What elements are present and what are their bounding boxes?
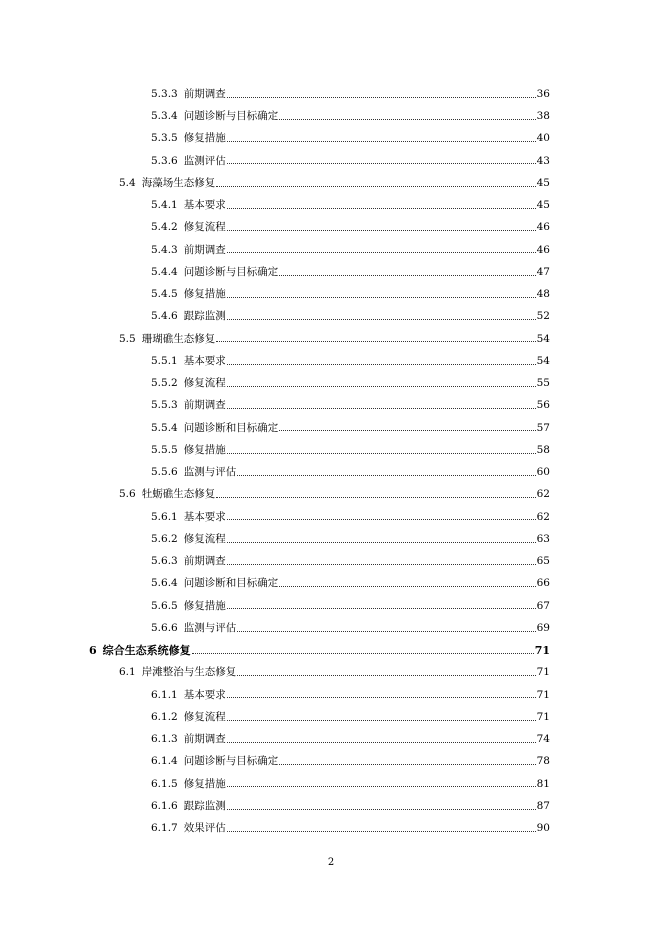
toc-entry-title: 前期调查 <box>183 399 226 412</box>
toc-entry-page: 63 <box>536 532 550 545</box>
toc-entry-heading <box>151 623 236 634</box>
toc-entry-number: 5.6.3 <box>151 555 178 568</box>
toc-entry-page: 47 <box>536 265 550 278</box>
toc-entry-page: 52 <box>536 310 550 323</box>
toc-entry-number: 5.4.2 <box>151 221 178 234</box>
dot-leader <box>227 453 536 454</box>
dot-leader <box>227 97 536 98</box>
toc-entry-number: 6.1.2 <box>151 710 178 723</box>
toc-entry[interactable] <box>0 506 662 528</box>
toc-entry-page: 87 <box>536 799 550 812</box>
toc-entry-title: 跟踪监测 <box>183 310 226 323</box>
toc-entry-heading <box>119 489 215 500</box>
toc-entry-title: 修复措施 <box>183 599 226 612</box>
toc-entry[interactable] <box>0 639 662 661</box>
toc-entry-heading <box>151 712 226 723</box>
toc-entry-number: 6.1.4 <box>151 755 178 768</box>
toc-entry-title: 跟踪监测 <box>183 799 226 812</box>
toc-entry-title: 综合生态系统修复 <box>102 643 191 657</box>
toc-entry[interactable] <box>0 706 662 728</box>
toc-entry-title: 修复流程 <box>183 377 226 390</box>
toc-entry-page: 81 <box>536 777 550 790</box>
dot-leader <box>227 564 536 565</box>
toc-entry[interactable] <box>0 817 662 839</box>
dot-leader <box>279 764 535 765</box>
dot-leader <box>227 141 536 142</box>
toc-entry-title: 前期调查 <box>183 555 226 568</box>
toc-entry-number: 5.3.5 <box>151 132 178 145</box>
toc-entry-number: 5.5 <box>119 332 136 345</box>
toc-entry-number: 6.1.5 <box>151 777 178 790</box>
toc-entry-page: 54 <box>536 332 550 345</box>
toc-entry-number: 5.5.4 <box>151 421 178 434</box>
toc-entry[interactable] <box>0 261 662 283</box>
toc-entry-title: 基本要求 <box>183 199 226 212</box>
dot-leader <box>279 430 535 431</box>
toc-entry-heading <box>151 156 226 167</box>
toc-entry-number: 6 <box>89 643 97 657</box>
toc-entry-page: 46 <box>536 243 550 256</box>
toc-entry-page: 56 <box>536 399 550 412</box>
toc-entry-title: 问题诊断和目标确定 <box>183 577 279 590</box>
table-of-contents <box>0 83 662 840</box>
toc-entry-title: 问题诊断和目标确定 <box>183 421 279 434</box>
toc-entry[interactable] <box>0 662 662 684</box>
toc-entry[interactable] <box>0 283 662 305</box>
toc-entry-page: 66 <box>536 577 550 590</box>
dot-leader <box>227 163 536 164</box>
toc-entry-title: 问题诊断与目标确定 <box>183 110 279 123</box>
toc-entry-heading <box>151 534 226 545</box>
toc-entry[interactable] <box>0 328 662 350</box>
dot-leader <box>227 252 536 253</box>
toc-entry-page: 62 <box>536 488 550 501</box>
dot-leader <box>227 519 536 520</box>
dot-leader <box>227 386 536 387</box>
dot-leader <box>227 297 536 298</box>
toc-entry-heading <box>151 467 236 478</box>
toc-entry-number: 5.4.6 <box>151 310 178 323</box>
toc-entry-title: 基本要求 <box>183 354 226 367</box>
toc-entry-number: 5.5.3 <box>151 399 178 412</box>
toc-entry-heading <box>151 512 226 523</box>
toc-entry-number: 5.6.5 <box>151 599 178 612</box>
toc-entry[interactable] <box>0 417 662 439</box>
toc-entry-page: 90 <box>536 822 550 835</box>
toc-entry[interactable] <box>0 194 662 216</box>
toc-entry-page: 45 <box>536 176 550 189</box>
toc-entry-title: 珊瑚礁生态修复 <box>141 332 216 345</box>
toc-entry-number: 5.4.4 <box>151 265 178 278</box>
toc-entry-heading <box>151 378 226 389</box>
toc-entry-page: 55 <box>536 377 550 390</box>
toc-entry[interactable] <box>0 217 662 239</box>
toc-entry-title: 监测评估 <box>183 154 226 167</box>
toc-entry-page: 45 <box>536 199 550 212</box>
toc-entry-page: 38 <box>536 110 550 123</box>
toc-entry-title: 修复措施 <box>183 288 226 301</box>
toc-entry[interactable] <box>0 795 662 817</box>
toc-entry-heading <box>151 445 226 456</box>
toc-entry[interactable] <box>0 372 662 394</box>
dot-leader <box>227 230 536 231</box>
toc-entry-page: 71 <box>536 666 550 679</box>
toc-entry[interactable] <box>0 595 662 617</box>
dot-leader <box>227 542 536 543</box>
toc-entry-heading <box>151 423 278 434</box>
page-number: 2 <box>327 857 335 868</box>
toc-entry-title: 修复措施 <box>183 443 226 456</box>
toc-entry-heading <box>151 111 278 122</box>
toc-entry-number: 5.5.1 <box>151 354 178 367</box>
toc-entry[interactable] <box>0 172 662 194</box>
toc-entry-heading <box>119 667 236 678</box>
dot-leader <box>227 831 536 832</box>
toc-entry[interactable] <box>0 573 662 595</box>
toc-entry-number: 6.1.7 <box>151 822 178 835</box>
toc-entry-heading <box>151 267 278 278</box>
toc-entry-heading <box>151 356 226 367</box>
toc-entry-number: 5.4.1 <box>151 199 178 212</box>
dot-leader <box>227 608 536 609</box>
toc-entry-number: 5.6.1 <box>151 510 178 523</box>
toc-entry-heading <box>151 245 226 256</box>
toc-entry-title: 修复流程 <box>183 710 226 723</box>
toc-entry-heading <box>151 734 226 745</box>
toc-entry-title: 海藻场生态修复 <box>141 176 216 189</box>
dot-leader <box>279 119 535 120</box>
toc-entry-title: 监测与评估 <box>183 621 237 634</box>
dot-leader <box>227 786 536 787</box>
toc-entry-title: 岸滩整治与生态修复 <box>141 666 237 679</box>
dot-leader <box>237 631 535 632</box>
toc-entry-page: 78 <box>536 755 550 768</box>
toc-entry-number: 5.6.4 <box>151 577 178 590</box>
toc-entry-page: 57 <box>536 421 550 434</box>
dot-leader <box>216 341 535 342</box>
toc-entry-number: 5.4.5 <box>151 288 178 301</box>
toc-entry-page: 46 <box>536 221 550 234</box>
dot-leader <box>227 720 536 721</box>
toc-entry-page: 36 <box>536 87 550 100</box>
toc-entry-page: 62 <box>536 510 550 523</box>
toc-entry-title: 基本要求 <box>183 510 226 523</box>
dot-leader <box>279 586 535 587</box>
toc-entry-heading <box>151 89 226 100</box>
toc-entry-title: 修复措施 <box>183 132 226 145</box>
toc-entry[interactable] <box>0 239 662 261</box>
toc-entry-number: 5.6 <box>119 488 136 501</box>
toc-entry[interactable] <box>0 105 662 127</box>
toc-entry-page: 65 <box>536 555 550 568</box>
toc-entry-heading <box>151 756 278 767</box>
toc-entry[interactable] <box>0 150 662 172</box>
dot-leader <box>216 186 535 187</box>
toc-entry[interactable] <box>0 528 662 550</box>
dot-leader <box>227 319 536 320</box>
toc-entry-number: 6.1.6 <box>151 799 178 812</box>
toc-entry-number: 5.4.3 <box>151 243 178 256</box>
toc-entry-number: 6.1.1 <box>151 688 178 701</box>
toc-entry[interactable] <box>0 83 662 105</box>
toc-entry-page: 54 <box>536 354 550 367</box>
toc-entry-number: 5.5.5 <box>151 443 178 456</box>
toc-entry[interactable] <box>0 128 662 150</box>
toc-entry-heading <box>151 400 226 411</box>
toc-entry-title: 前期调查 <box>183 87 226 100</box>
toc-entry-heading <box>151 200 226 211</box>
toc-entry-title: 前期调查 <box>183 733 226 746</box>
toc-entry[interactable] <box>0 773 662 795</box>
dot-leader <box>237 675 535 676</box>
toc-entry-page: 71 <box>536 710 550 723</box>
toc-entry-number: 5.6.6 <box>151 621 178 634</box>
toc-entry-title: 问题诊断与目标确定 <box>183 265 279 278</box>
dot-leader <box>279 275 535 276</box>
toc-entry-heading <box>151 289 226 300</box>
toc-entry-heading <box>151 578 278 589</box>
toc-entry-page: 71 <box>534 643 550 657</box>
toc-entry-page: 74 <box>536 733 550 746</box>
dot-leader <box>227 697 536 698</box>
toc-entry-heading <box>151 779 226 790</box>
dot-leader <box>192 653 534 654</box>
dot-leader <box>227 364 536 365</box>
toc-entry[interactable] <box>0 395 662 417</box>
toc-entry-title: 基本要求 <box>183 688 226 701</box>
dot-leader <box>227 809 536 810</box>
toc-entry-number: 5.6.2 <box>151 532 178 545</box>
toc-entry-heading <box>151 311 226 322</box>
toc-entry[interactable] <box>0 728 662 750</box>
toc-entry-heading <box>119 334 215 345</box>
dot-leader <box>227 408 536 409</box>
toc-entry-number: 6.1 <box>119 666 136 679</box>
dot-leader <box>216 497 535 498</box>
toc-entry-heading <box>119 178 215 189</box>
toc-entry-page: 69 <box>536 621 550 634</box>
toc-entry-heading <box>151 690 226 701</box>
toc-entry-page: 48 <box>536 288 550 301</box>
toc-entry-number: 5.5.6 <box>151 466 178 479</box>
toc-entry-page: 60 <box>536 466 550 479</box>
dot-leader <box>227 742 536 743</box>
toc-entry-heading <box>151 823 226 834</box>
toc-entry-page: 58 <box>536 443 550 456</box>
toc-entry-number: 6.1.3 <box>151 733 178 746</box>
toc-entry-number: 5.3.6 <box>151 154 178 167</box>
toc-entry-page: 40 <box>536 132 550 145</box>
toc-entry-title: 修复流程 <box>183 532 226 545</box>
toc-entry[interactable] <box>0 617 662 639</box>
toc-entry-number: 5.5.2 <box>151 377 178 390</box>
toc-entry-title: 修复流程 <box>183 221 226 234</box>
toc-entry-title: 牡蛎礁生态修复 <box>141 488 216 501</box>
toc-entry-number: 5.3.4 <box>151 110 178 123</box>
toc-entry-title: 问题诊断与目标确定 <box>183 755 279 768</box>
toc-entry-heading <box>151 556 226 567</box>
toc-entry-heading <box>151 801 226 812</box>
toc-entry-number: 5.3.3 <box>151 87 178 100</box>
toc-entry-title: 前期调查 <box>183 243 226 256</box>
toc-entry-title: 修复措施 <box>183 777 226 790</box>
dot-leader <box>227 208 536 209</box>
toc-entry-heading <box>151 601 226 612</box>
toc-entry[interactable] <box>0 484 662 506</box>
dot-leader <box>237 475 535 476</box>
toc-entry-page: 67 <box>536 599 550 612</box>
toc-entry[interactable] <box>0 306 662 328</box>
toc-entry-page: 43 <box>536 154 550 167</box>
toc-entry[interactable] <box>0 684 662 706</box>
toc-entry-heading <box>89 645 191 656</box>
toc-entry-number: 5.4 <box>119 176 136 189</box>
toc-entry-heading <box>151 133 226 144</box>
toc-entry[interactable] <box>0 550 662 572</box>
toc-entry[interactable] <box>0 751 662 773</box>
toc-entry-title: 监测与评估 <box>183 466 237 479</box>
toc-entry[interactable] <box>0 350 662 372</box>
toc-entry-heading <box>151 222 226 233</box>
toc-entry-page: 71 <box>536 688 550 701</box>
toc-entry[interactable] <box>0 461 662 483</box>
toc-entry-title: 效果评估 <box>183 822 226 835</box>
toc-entry[interactable] <box>0 439 662 461</box>
